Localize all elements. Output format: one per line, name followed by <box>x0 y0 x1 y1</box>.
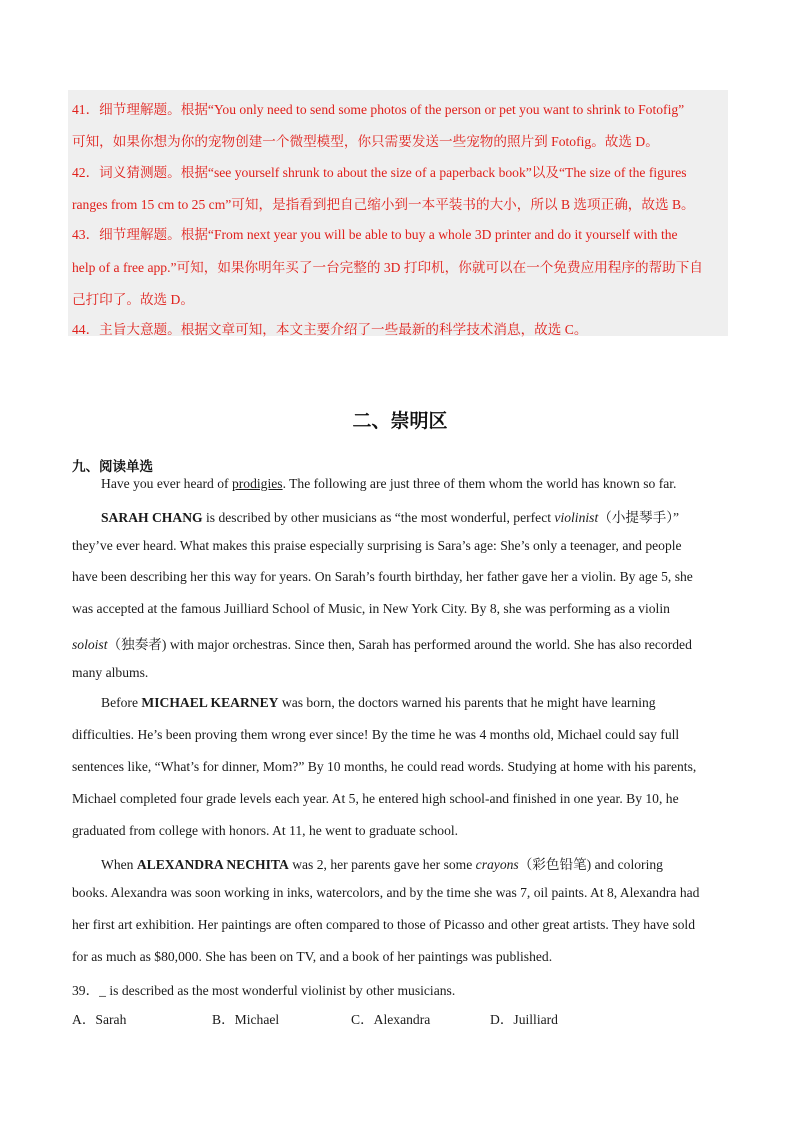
answer-43-line-3: 己打印了。故选 D。 <box>72 292 194 307</box>
text-run: is described by other musicians as “the most wonderful, perfect <box>202 510 555 525</box>
text-run: was 2, her parents gave her some <box>288 857 476 872</box>
paragraph-2-line-3: have been describing her this way for years. On Sarah’s fourth birthday, her father gave her a violin. By age 5, she <box>72 569 693 584</box>
term-violinist: violinist <box>554 510 599 525</box>
text-run: . The following are just three of them whom the world has known so far. <box>282 476 677 491</box>
paragraph-2-line-1 <box>101 506 679 526</box>
answer-41-line-1: 41．细节理解题。根据“You only need to send some photos of the person or pet you want to shrink to Fotofig” <box>72 102 685 117</box>
option-a[interactable]: A．Sarah <box>72 1012 127 1027</box>
answer-41-line-2: 可知，如果你想为你的宠物创建一个微型模型，你只需要发送一些宠物的照片到 Fotofig。故选 D。 <box>72 134 659 149</box>
paragraph-4-line-2: books. Alexandra was soon working in inks, watercolors, and by the time she was 7, oil paints. At 8, Alexandra had <box>72 885 700 900</box>
text-run: （独奏者) with major orchestras. Since then, Sarah has performed around the world. She has also recorded <box>107 637 692 652</box>
answer-42-line-1: 42．词义猜测题。根据“see yourself shrunk to about the size of a paperback book”以及“The size of the figures <box>72 165 687 180</box>
option-d[interactable]: D．Juilliard <box>490 1012 558 1027</box>
paragraph-3-line-3: sentences like, “What’s for dinner, Mom?” By 10 months, he could read words. Studying at home with his parents, <box>72 759 697 774</box>
option-b[interactable]: B．Michael <box>212 1012 280 1027</box>
paragraph-2-line-4: was accepted at the famous Juilliard School of Music, in New York City. By 8, she was performing as a violin <box>72 601 670 616</box>
text-run: When <box>101 857 137 872</box>
answer-43-line-1: 43．细节理解题。根据“From next year you will be able to buy a whole 3D printer and do it yourself with the <box>72 227 678 242</box>
paragraph-3-line-5: graduated from college with honors. At 11, he went to graduate school. <box>72 823 459 838</box>
paragraph-2-line-5 <box>72 633 692 653</box>
term-soloist: soloist <box>72 637 108 652</box>
text-run: （小提琴手）” <box>598 510 680 525</box>
paragraph-2-line-2: they’ve ever heard. What makes this praise especially surprising is Sara’s age: She’s only a teenager, and people <box>72 538 682 553</box>
paragraph-4-line-4: for as much as $80,000. She has been on TV, and a book of her paintings was published. <box>72 949 553 964</box>
paragraph-3-line-4: Michael completed four grade levels each year. At 5, he entered high school-and finished in one year. By 10, he <box>72 791 679 806</box>
section-title: 二、崇明区 <box>352 410 448 432</box>
underlined-word-prodigies: prodigies <box>231 476 283 491</box>
paragraph-4-line-3: her first art exhibition. Her paintings are often compared to those of Picasso and other great artists. They have sold <box>72 917 695 932</box>
name-michael-kearney: MICHAEL KEARNEY <box>141 695 279 710</box>
name-sarah-chang: SARAH CHANG <box>101 510 203 525</box>
answer-42-line-2: ranges from 15 cm to 25 cm”可知，是指看到把自己缩小到一本平装书的大小，所以 B 选项正确，故选 B。 <box>72 197 695 212</box>
text-run: Before <box>101 695 142 710</box>
paragraph-4-line-1 <box>101 853 663 873</box>
text-run: was born, the doctors warned his parents that he might have learning <box>278 695 656 710</box>
paragraph-3-line-2: difficulties. He’s been proving them wrong ever since! By the time he was 4 months old, Michael could say full <box>72 727 680 742</box>
paragraph-2-line-6: many albums. <box>72 665 149 680</box>
part-label: 九、阅读单选 <box>72 459 153 475</box>
text-run: （彩色铅笔) and coloring <box>518 857 663 872</box>
text-run: Have you ever heard of <box>101 476 232 491</box>
answer-43-line-2: help of a free app.”可知，如果你明年买了一台完整的 3D 打印机，你就可以在一个免费应用程序的帮助下自 <box>72 260 703 275</box>
name-alexandra-nechita: ALEXANDRA NECHITA <box>136 857 289 872</box>
paragraph-3-line-1 <box>101 695 656 711</box>
term-crayons: crayons <box>475 857 519 872</box>
answer-44-line-1: 44．主旨大意题。根据文章可知，本文主要介绍了一些最新的科学技术消息，故选 C。 <box>72 322 588 337</box>
paragraph-1-line-1 <box>101 476 676 492</box>
question-39: 39．_ is described as the most wonderful violinist by other musicians. <box>72 983 456 998</box>
option-c[interactable]: C．Alexandra <box>351 1012 431 1027</box>
